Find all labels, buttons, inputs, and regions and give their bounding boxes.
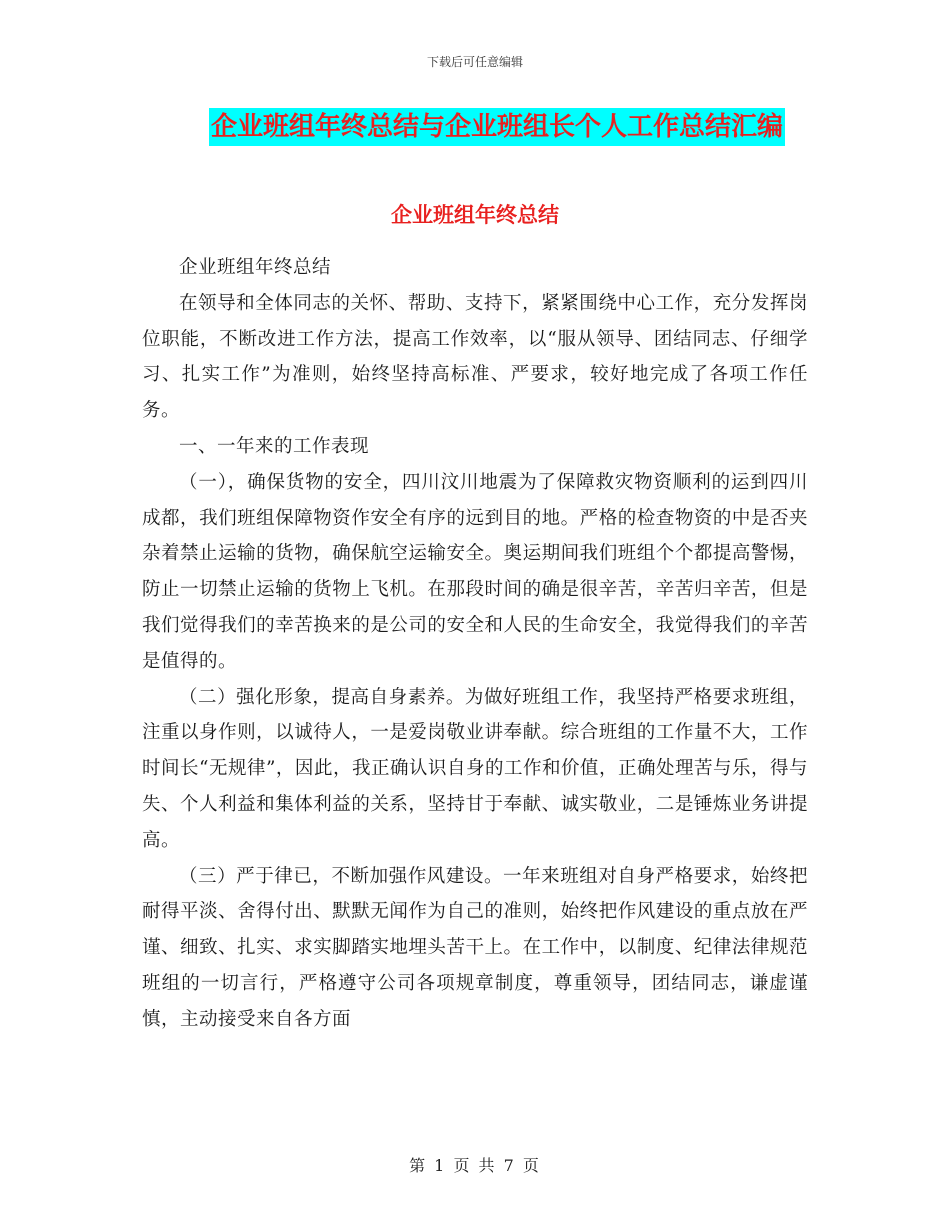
paragraph: （二）强化形象，提高自身素养。为做好班组工作，我坚持严格要求班组，注重以身作则，以诚待人，一是爱岗敬业讲奉献。综合班组的工作量不大，工作时间长“无规律”，因此，我正确认识自身的工作和价值，正确处理苦与乐，得与失、个人利益和集体利益的关系，坚持甘于奉献、诚实敬业，二是锤炼业务讲提高。 <box>142 686 808 851</box>
paragraph: 在领导和全体同志的关怀、帮助、支持下，紧紧围绕中心工作，充分发挥岗位职能，不断改进工作方法，提高工作效率，以“服从领导、团结同志、仔细学习、扎实工作”为准则，始终坚持高标准、严要求，较好地完成了各项工作任务。 <box>142 292 808 422</box>
page-header-note: 下载后可任意编辑 <box>426 55 523 69</box>
main-title-container <box>0 108 950 146</box>
paragraph: 一、一年来的工作表现 <box>179 435 370 457</box>
section-title: 企业班组年终总结 <box>391 202 559 227</box>
document-body <box>142 250 808 1038</box>
paragraph: 企业班组年终总结 <box>179 257 332 278</box>
paragraph: （三）严于律已，不断加强作风建设。一年来班组对自身严格要求，始终把耐得平淡、舍得付出、默默无闻作为自己的准则，始终把作风建设的重点放在严谨、细致、扎实、求实脚踏实地埋头苦干上。在工作中，以制度、纪律法律规范班组的一切言行，严格遵守公司各项规章制度，尊重领导，团结同志，谦虚谨慎，主动接受来自各方面 <box>142 865 808 1030</box>
page-footer-number: 第 1 页 共 7 页 <box>409 1156 541 1175</box>
paragraph: （一），确保货物的安全，四川汶川地震为了保障救灾物资顺利的运到四川成都，我们班组保障物资作安全有序的远到目的地。严格的检查物资的中是否夹杂着禁止运输的货物，确保航空运输安全。奥运期间我们班组个个都提高警惕，防止一切禁止运输的货物上飞机。在那段时间的确是很辛苦，辛苦归辛苦，但是我们觉得我们的幸苦换来的是公司的安全和人民的生命安全，我觉得我们的辛苦是值得的。 <box>142 471 808 672</box>
main-title: 企业班组年终总结与企业班组长个人工作总结汇编 <box>209 108 785 146</box>
